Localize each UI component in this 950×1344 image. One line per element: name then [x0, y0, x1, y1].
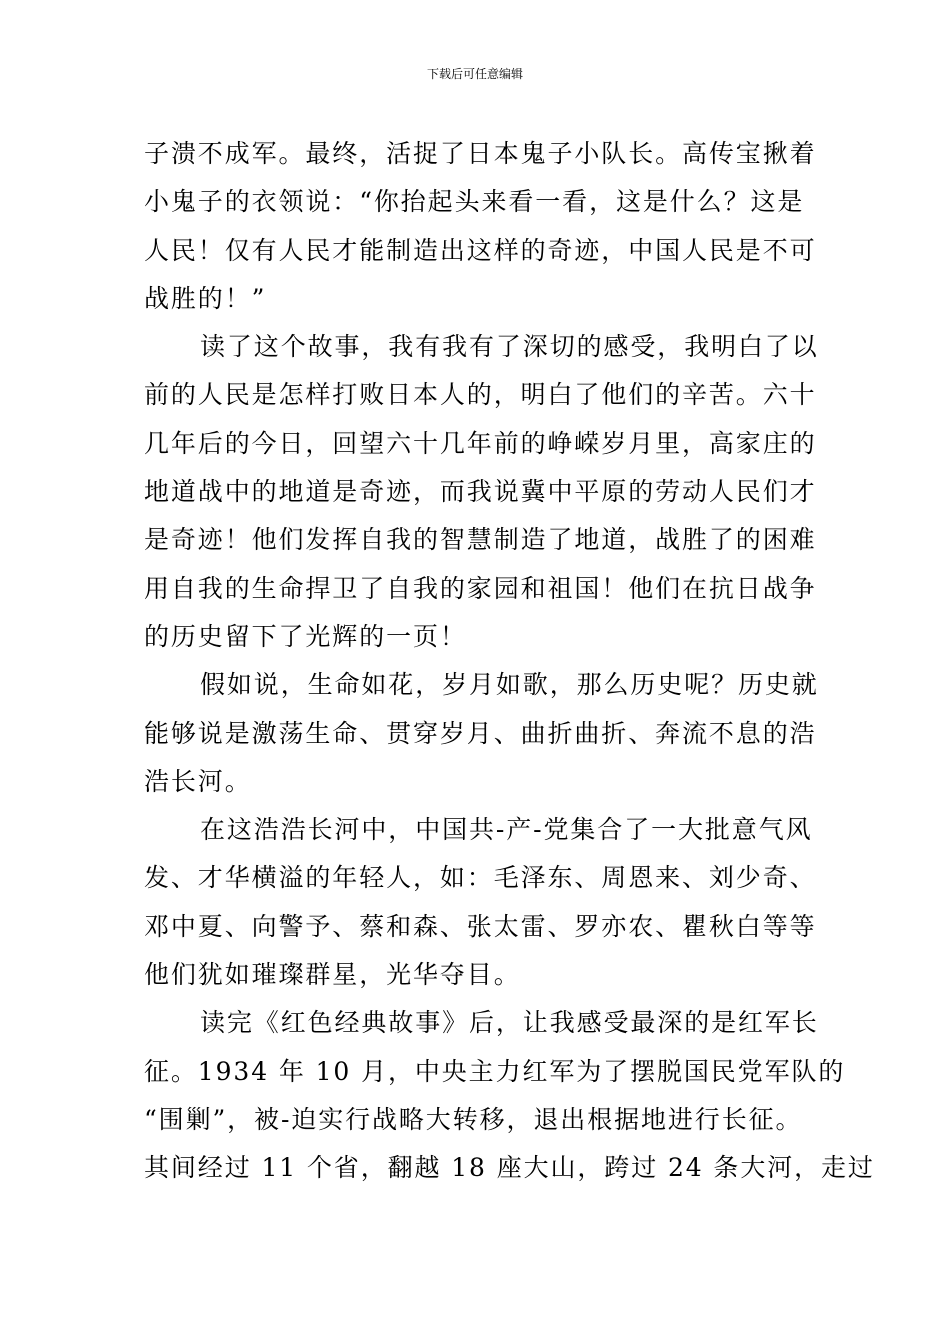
text-line: 征。1934 年 10 月，中央主力红军为了摆脱国民党军队的	[144, 1056, 846, 1086]
paragraph-first-line: 假如说，生命如花，岁月如歌，那么历史呢？历史就	[200, 670, 819, 700]
text-line: 几年后的今日，回望六十几年前的峥嵘岁月里，高家庄的	[144, 428, 817, 458]
paragraph-first-line: 在这浩浩长河中，中国共-产-党集合了一大批意气风	[200, 815, 813, 845]
text-line: 小鬼子的衣领说：“你抬起头来看一看，这是什么？这是	[144, 187, 805, 217]
text-line: 前的人民是怎样打败日本人的，明白了他们的辛苦。六十	[144, 380, 817, 410]
text-line: 用自我的生命捍卫了自我的家园和祖国！他们在抗日战争	[144, 573, 817, 603]
text-line: 的历史留下了光辉的一页！	[144, 621, 467, 651]
paragraph-first-line: 读完《红色经典故事》后，让我感受最深的是红军长	[200, 1008, 819, 1038]
text-line: 地道战中的地道是奇迹，而我说冀中平原的劳动人民们才	[144, 477, 817, 507]
text-line: 他们犹如璀璨群星，光华夺目。	[144, 960, 521, 990]
text-line: 战胜的！”	[144, 283, 267, 313]
header-note: 下载后可任意编辑	[426, 67, 523, 81]
text-line: 人民！仅有人民才能制造出这样的奇迹，中国人民是不可	[144, 235, 817, 265]
paragraph-first-line: 读了这个故事，我有我有了深切的感受，我明白了以	[200, 332, 819, 362]
text-line: 浩长河。	[144, 766, 252, 796]
text-line: 能够说是激荡生命、贯穿岁月、曲折曲折、奔流不息的浩	[144, 718, 817, 748]
text-line: “围剿”，被-迫实行战略大转移，退出根据地进行长征。	[144, 1104, 803, 1134]
text-line: 子溃不成军。最终，活捉了日本鬼子小队长。高传宝揪着	[144, 139, 817, 168]
text-line: 邓中夏、向警予、蔡和森、张太雷、罗亦农、瞿秋白等等	[144, 911, 817, 941]
text-line: 其间经过 11 个省，翻越 18 座大山，跨过 24 条大河，走过	[144, 1153, 875, 1183]
text-line: 发、才华横溢的年轻人，如：毛泽东、周恩来、刘少奇、	[144, 863, 817, 893]
text-line: 是奇迹！他们发挥自我的智慧制造了地道，战胜了的困难	[144, 525, 817, 555]
body-text	[144, 130, 875, 1193]
